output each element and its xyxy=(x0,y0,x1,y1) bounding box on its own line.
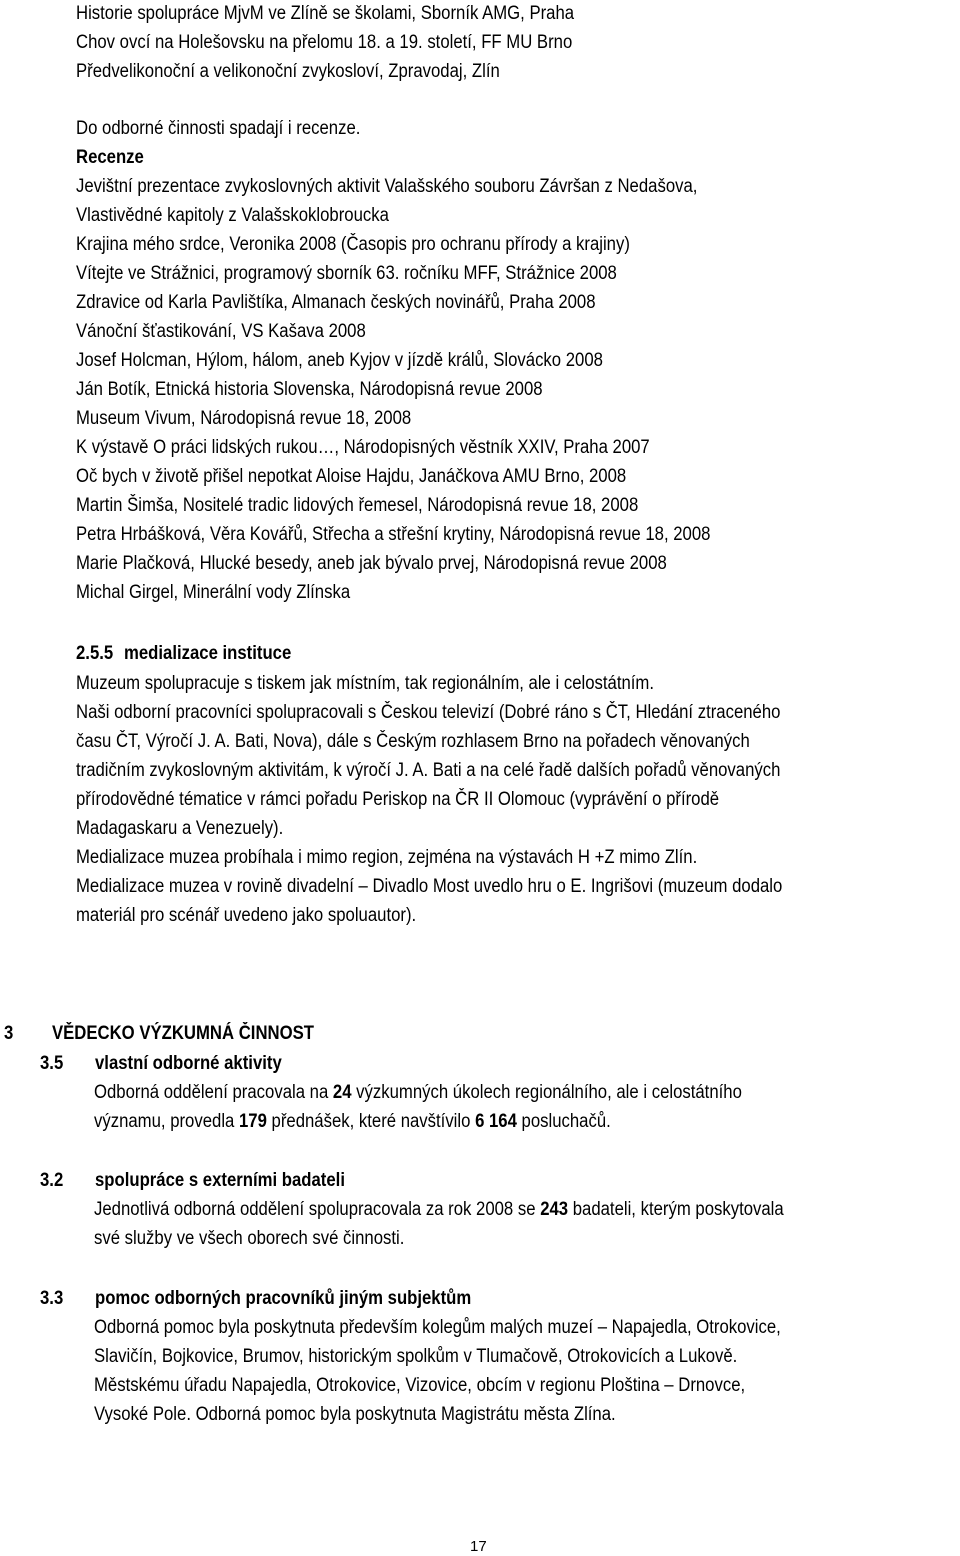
listener-count: 6 164 xyxy=(475,1111,517,1132)
paragraph-line: materiál pro scénář uvedeno jako spoluautor). xyxy=(76,905,417,926)
section-number: 3.2 xyxy=(40,1170,64,1191)
review-item: Krajina mého srdce, Veronika 2008 (Časopis pro ochranu přírody a krajiny) xyxy=(76,234,630,255)
review-item: Vlastivědné kapitoly z Valašskoklobroucka xyxy=(76,205,389,226)
reviews-heading: Recenze xyxy=(76,147,144,168)
review-item: Martin Šimša, Nositelé tradic lidových řemesel, Národopisná revue 18, 2008 xyxy=(76,495,639,516)
review-item: Vítejte ve Strážnici, programový sborník 63. ročníku MFF, Strážnice 2008 xyxy=(76,263,617,284)
review-item: Petra Hrbášková, Věra Kovářů, Střecha a střešní krytiny, Národopisná revue 18, 2008 xyxy=(76,524,711,545)
paragraph-line: své služby ve všech oborech své činnosti. xyxy=(94,1228,405,1249)
page-number: 17 xyxy=(470,1538,487,1555)
publication-line: Předvelikonoční a velikonoční zvykosloví, Zpravodaj, Zlín xyxy=(76,61,500,82)
paragraph-line: Jednotlivá odborná oddělení spolupracovala za rok 2008 se 243 badateli, kterým poskytovala xyxy=(94,1199,784,1220)
review-item: Vánoční šťastikování, VS Kašava 2008 xyxy=(76,321,366,342)
publication-line: Chov ovcí na Holešovsku na přelomu 18. a 19. století, FF MU Brno xyxy=(76,32,573,53)
paragraph-line: Naši odborní pracovníci spolupracovali s Českou televizí (Dobré ráno s ČT, Hledání ztraceného xyxy=(76,702,781,723)
review-item: Jevištní prezentace zvykoslovných aktivit Valašského souboru Závršan z Nedašova, xyxy=(76,176,698,197)
section-title: spolupráce s externími badateli xyxy=(95,1170,345,1191)
paragraph-line: Medializace muzea v rovině divadelní – Divadlo Most uvedlo hru o E. Ingrišovi (muzeum dodalo xyxy=(76,876,783,897)
researcher-count: 243 xyxy=(540,1199,569,1220)
review-item: Ján Botík, Etnická historia Slovenska, Národopisná revue 2008 xyxy=(76,379,543,400)
review-item: Marie Plačková, Hlucké besedy, aneb jak bývalo prvej, Národopisná revue 2008 xyxy=(76,553,667,574)
review-item: Josef Holcman, Hýlom, hálom, aneb Kyjov v jízdě králů, Slovácko 2008 xyxy=(76,350,603,371)
chapter-title: VĚDECKO VÝZKUMNÁ ČINNOST xyxy=(52,1023,314,1044)
review-item: Zdravice od Karla Pavlištíka, Almanach českých novinářů, Praha 2008 xyxy=(76,292,596,313)
review-item: K výstavě O práci lidských rukou…, Národopisných věstník XXIV, Praha 2007 xyxy=(76,437,650,458)
review-item: Michal Girgel, Minerální vody Zlínska xyxy=(76,582,351,603)
review-item: Oč bych v životě přišel nepotkat Aloise Hajdu, Janáčkova AMU Brno, 2008 xyxy=(76,466,627,487)
section-title: vlastní odborné aktivity xyxy=(95,1053,282,1074)
section-number: 3.3 xyxy=(40,1288,64,1309)
paragraph-line: Madagaskaru a Venezuely). xyxy=(76,818,284,839)
chapter-number: 3 xyxy=(4,1023,14,1044)
paragraph-line: Odborná oddělení pracovala na 24 výzkumných úkolech regionálního, ale i celostátního xyxy=(94,1082,742,1103)
section-number: 2.5.5 xyxy=(76,643,114,664)
lecture-count: 179 xyxy=(238,1111,267,1132)
review-item: Museum Vivum, Národopisná revue 18, 2008 xyxy=(76,408,412,429)
paragraph-line: přírodovědné tématice v rámci pořadu Periskop na ČR II Olomouc (vyprávění o přírodě xyxy=(76,789,720,810)
reviews-intro: Do odborné činnosti spadají i recenze. xyxy=(76,118,361,139)
paragraph-line: Slavičín, Bojkovice, Brumov, historickým spolkům v Tlumačově, Otrokovicích a Lukově. xyxy=(94,1346,738,1367)
paragraph-line: Medializace muzea probíhala i mimo region, zejména na výstavách H +Z mimo Zlín. xyxy=(76,847,698,868)
paragraph-line: Městskému úřadu Napajedla, Otrokovice, Vizovice, obcím v regionu Ploština – Drnovce, xyxy=(94,1375,746,1396)
paragraph-line: času ČT, Výročí J. A. Bati, Nova), dále s Českým rozhlasem Brno na pořadech věnovaných xyxy=(76,731,750,752)
paragraph-line: Muzeum spolupracuje s tiskem jak místním, tak regionálním, ale i celostátním. xyxy=(76,673,654,694)
paragraph-line: významu, provedla 179 přednášek, které navštívilo 6 164 posluchačů. xyxy=(94,1111,611,1132)
section-number: 3.5 xyxy=(40,1053,64,1074)
research-count: 24 xyxy=(332,1082,352,1103)
section-title: pomoc odborných pracovníků jiným subjektům xyxy=(95,1288,472,1309)
paragraph-line: Vysoké Pole. Odborná pomoc byla poskytnuta Magistrátu města Zlína. xyxy=(94,1404,616,1425)
publication-line: Historie spolupráce MjvM ve Zlíně se školami, Sborník AMG, Praha xyxy=(76,3,575,24)
paragraph-line: tradičním zvykoslovným aktivitám, k výročí J. A. Bati a na celé řadě dalších pořadů věnovaných xyxy=(76,760,781,781)
section-title: medializace instituce xyxy=(124,643,292,664)
paragraph-line: Odborná pomoc byla poskytnuta především kolegům malých muzeí – Napajedla, Otrokovice, xyxy=(94,1317,781,1338)
